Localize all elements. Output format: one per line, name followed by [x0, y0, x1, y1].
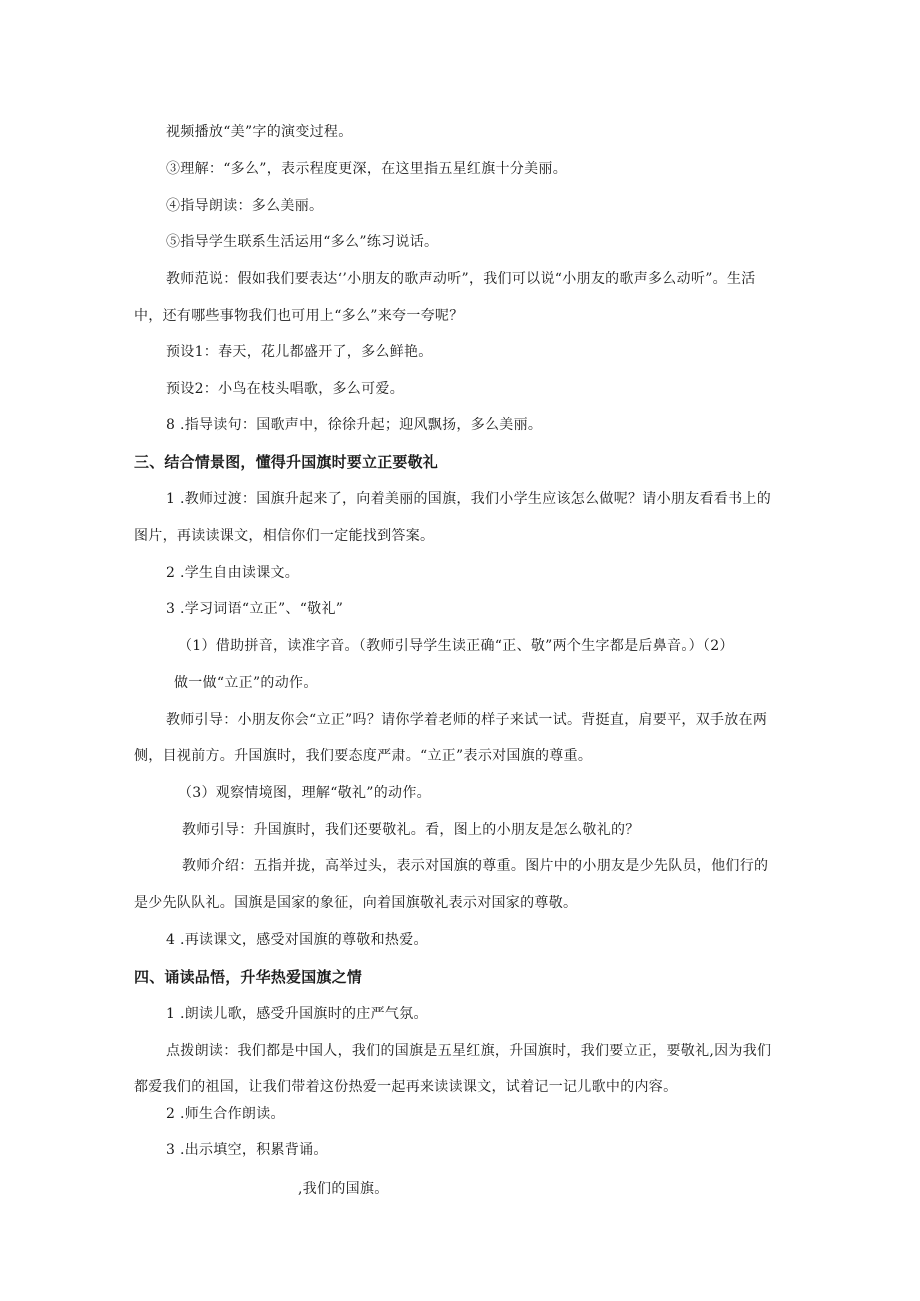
- text-line: 1 .朗读儿歌，感受升国旗时的庄严气氛。: [166, 1006, 428, 1022]
- fill-blank-line: ,我们的国旗。: [298, 1181, 389, 1197]
- text-line: 4 .再读课文，感受对国旗的尊敬和热爱。: [166, 932, 428, 948]
- text-line: 视频播放“美”字的演变过程。: [166, 124, 353, 140]
- text-line: 2 .师生合作朗读。: [166, 1106, 285, 1122]
- text-line: 图片，再读读课文，相信你们一定能找到答案。: [134, 528, 435, 544]
- text-line: 教师引导：升国旗时，我们还要敬礼。看，图上的小朋友是怎么敬礼的？: [182, 822, 640, 838]
- text-line: 教师范说：假如我们要表达‘’小朋友的歌声动听”，我们可以说“小朋友的歌声多么动听”。生活: [166, 271, 756, 287]
- text-line: ④指导朗读：多么美丽。: [166, 198, 324, 214]
- text-line: ③理解：“多么”，表示程度更深，在这里指五星红旗十分美丽。: [166, 161, 568, 177]
- text-line: 侧，目视前方。升国旗时，我们要态度严肃。“立正”表示对国旗的尊重。: [134, 748, 593, 764]
- text-line: ⑤指导学生联系生活运用“多么”练习说话。: [166, 234, 439, 250]
- text-line: （3）观察情境图，理解“敬礼”的动作。: [178, 785, 431, 801]
- text-line: 预设2：小鸟在枝头唱歌，多么可爱。: [166, 381, 405, 397]
- text-line: 3 .学习词语“立正”、“敬礼”: [166, 601, 344, 617]
- text-line: 2 .学生自由读课文。: [166, 565, 300, 581]
- text-line: （1）借助拼音，读准字音。（教师引导学生读正确“正、敬”两个生字都是后鼻音。）（2）: [178, 638, 734, 654]
- text-line: 教师引导：小朋友你会“立正”吗？请你学着老师的样子来试一试。背挺直，肩要平，双手放在两: [166, 712, 768, 728]
- text-line: 8 .指导读句：国歌声中，徐徐升起；迎风飘扬，多么美丽。: [166, 417, 543, 433]
- text-line: 点拨朗读：我们都是中国人，我们的国旗是五星红旗，升国旗时，我们要立正，要敬礼,因为我们: [166, 1043, 772, 1059]
- text-line: 是少先队队礼。国旗是国家的象征，向着国旗敬礼表示对国家的尊敬。: [134, 895, 578, 911]
- text-line: 1 .教师过渡：国旗升起来了，向着美丽的国旗，我们小学生应该怎么做呢？请小朋友看看书上的: [166, 491, 772, 507]
- text-line: 预设1：春天，花儿都盛开了，多么鲜艳。: [166, 344, 433, 360]
- section-heading: 四、诵读品悟，升华热爱国旗之情: [134, 968, 363, 986]
- text-line: 教师介绍：五指并拢，高举过头，表示对国旗的尊重。图片中的小朋友是少先队员，他们行的: [182, 858, 769, 874]
- text-line: 做一做“立正”的动作。: [174, 675, 318, 691]
- text-line: 中，还有哪些事物我们也可用上“多么”来夸一夸呢？: [134, 308, 464, 324]
- section-heading: 三、结合情景图，懂得升国旗时要立正要敬礼: [134, 453, 439, 471]
- text-line: 3 .出示填空，积累背诵。: [166, 1142, 328, 1158]
- text-line: 都爱我们的祖国，让我们带着这份热爱一起再来读读课文，试着记一记儿歌中的内容。: [134, 1079, 678, 1095]
